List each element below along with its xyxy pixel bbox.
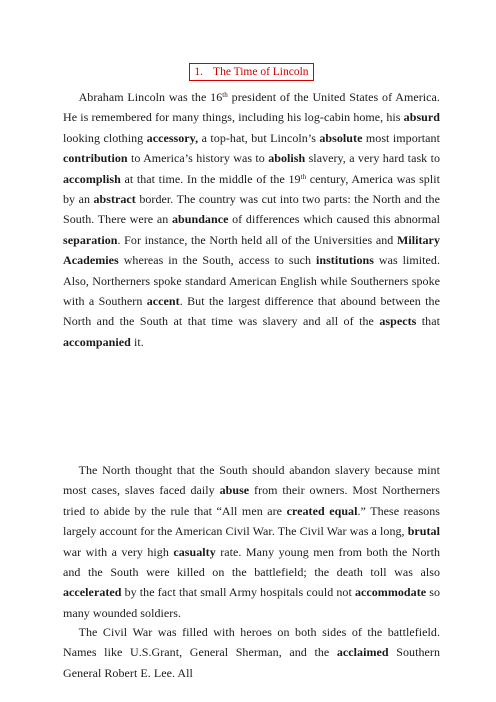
paragraph [63, 622, 440, 683]
section-heading [63, 61, 440, 81]
paragraph [63, 87, 440, 352]
text-run: it. [130, 334, 144, 349]
vocabulary-word: accelerated [63, 585, 122, 600]
vocabulary-word: accommodate [354, 585, 427, 600]
text-run: .” These reasons largely account for the American Civil War. The Civil War was a long, [63, 503, 440, 539]
text-run: . For instance, the North held all of the Universities and [117, 232, 397, 247]
vocabulary-word: accessory, [146, 130, 199, 145]
vocabulary-word: abolish [268, 151, 306, 166]
text-run: president of the United States of America. He is remembered for many things, including his log-cabin home, his [63, 90, 440, 125]
vocabulary-word: institutions [315, 253, 374, 268]
vocabulary-word: absolute [319, 130, 363, 145]
vocabulary-word: created equal [286, 503, 358, 518]
vocabulary-word: accompanied [63, 334, 131, 349]
text-run: so many wounded soldiers. [63, 585, 440, 620]
vocabulary-word: abundance [171, 212, 229, 227]
ordinal-suffix: th [222, 91, 228, 99]
ordinal-suffix: th [300, 172, 307, 181]
vocabulary-word: contribution [63, 151, 128, 166]
vocabulary-word: abstract [93, 192, 136, 207]
paragraph [63, 460, 440, 623]
section-number: 1. [194, 66, 204, 78]
text-run: a top-hat, but Lincoln’s [198, 130, 320, 145]
document-page [63, 0, 440, 702]
text-run: that [416, 314, 440, 329]
vocabulary-word: accomplish [63, 171, 121, 186]
text-run: of differences which caused this abnormal [228, 212, 440, 227]
vocabulary-word: accent [146, 294, 180, 309]
vocabulary-word: acclaimed [336, 645, 389, 660]
text-run: slavery, a very hard task to [305, 151, 440, 166]
text-run: rate. Many young men from both the North and the South were killed on the battlefield; the death toll was also [63, 544, 440, 580]
vocabulary-word: casualty [173, 544, 216, 559]
vocabulary-word: abuse [219, 483, 250, 498]
vocabulary-word: brutal [407, 524, 440, 539]
text-run: was limited. Also, Northerners spoke standard American English while Southerners spoke with a Southern [63, 253, 440, 309]
text-run: The North thought that the South should abandon slavery because mint most cases, slaves faced daily [63, 463, 440, 498]
text-run: war with a very high [63, 544, 174, 559]
text-run: from their owners. Most Northerners tried to abide by the rule that “All men are [63, 483, 440, 518]
vocabulary-word: Military Academies [63, 232, 440, 268]
text-run: Abraham Lincoln was the 16 [78, 90, 223, 104]
text-run: The Civil War was filled with heroes on both sides of the battlefield. Names like U.S.Grant, General Sherman, and the [63, 625, 440, 660]
text-run: to America’s history was to [127, 151, 269, 166]
section-title: The Time of Lincoln [213, 66, 309, 78]
text-run: looking clothing [63, 130, 147, 145]
vocabulary-word: aspects [379, 314, 417, 329]
vocabulary-word: separation [63, 232, 118, 247]
text-run: border. The country was cut into two parts: the North and the South. There were an [63, 192, 440, 227]
text-run: by the fact that small Army hospitals could not [121, 585, 355, 600]
section-title-box [189, 63, 313, 81]
text-run: at that time. In the middle of the 19 [120, 171, 301, 186]
vocabulary-word: absurd [403, 110, 440, 125]
text-run: century, America was split by an [63, 171, 440, 207]
text-run: most important [362, 130, 440, 145]
text-run: whereas in the South, access to such [118, 253, 316, 268]
text-run: Southern General Robert E. Lee. All [63, 645, 440, 680]
text-run: . But the largest difference that abound between the North and the South at that time was slavery and all of the [63, 294, 440, 329]
